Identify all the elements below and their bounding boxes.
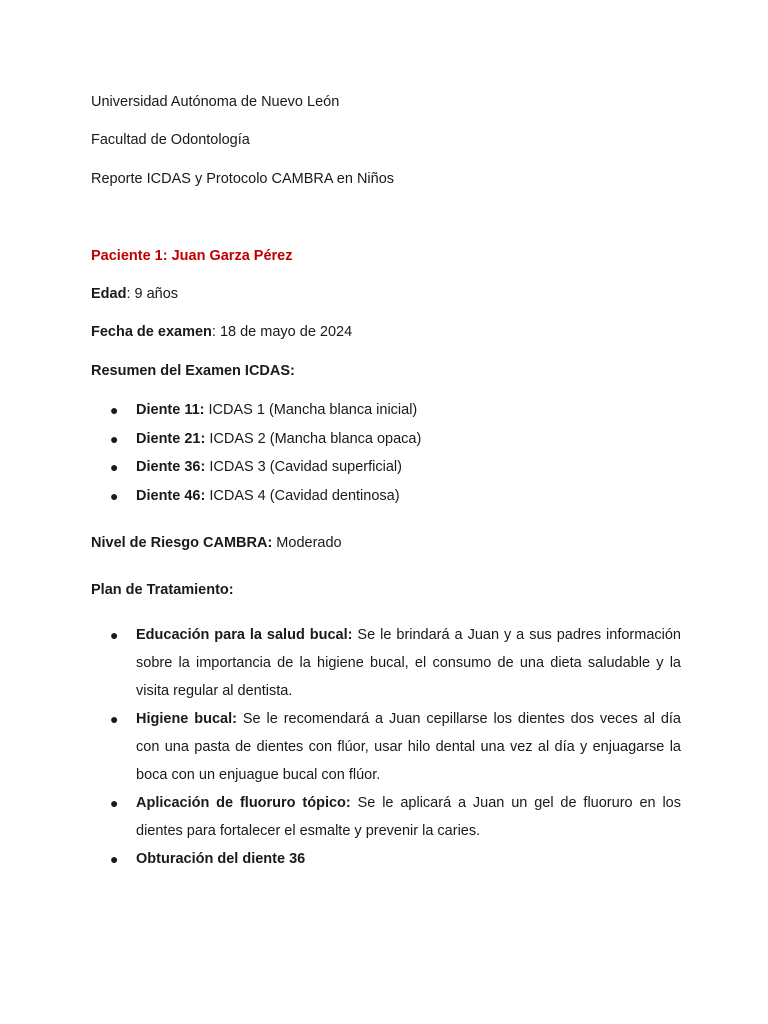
risk-label: Nivel de Riesgo CAMBRA:: [91, 535, 273, 551]
patient-heading: Paciente 1: Juan Garza Pérez: [91, 248, 293, 264]
plan-list: [91, 621, 681, 873]
exam-date-line: [91, 322, 352, 342]
exam-date-value: : 18 de mayo de 2024: [211, 324, 353, 340]
bullet-icon: ●: [110, 402, 119, 418]
plan-heading: Plan de Tratamiento:: [91, 582, 234, 598]
bullet-icon: ●: [110, 430, 119, 447]
icdas-result: ICDAS 4 (Cavidad dentinosa): [205, 487, 400, 504]
age-value: : 9 años: [126, 286, 179, 302]
tooth-label: Diente 21:: [136, 430, 206, 447]
tooth-label: Diente 46:: [136, 487, 206, 504]
tooth-label: Diente 36:: [136, 459, 206, 475]
list-item: [91, 621, 681, 705]
icdas-list: [91, 400, 681, 514]
exam-date-label: Fecha de examen: [91, 324, 212, 340]
age-label: Edad: [91, 286, 127, 302]
list-item: [91, 457, 681, 477]
plan-item-text: Se le recomendará a Juan cepillarse los dientes dos veces al día con una pasta de dientes con flúor, usar hilo dental una vez al día y enjuagarse la boca con un enjuague bucal con flúor.: [136, 711, 681, 783]
bullet-icon: ●: [110, 627, 119, 643]
bullet-icon: ●: [110, 459, 119, 475]
plan-item-title: Higiene bucal:: [136, 711, 237, 727]
list-item: [91, 845, 681, 873]
bullet-icon: ●: [110, 795, 119, 811]
bullet-icon: ●: [110, 711, 119, 727]
faculty-name: Facultad de Odontología: [91, 132, 250, 148]
list-item: [91, 429, 681, 449]
icdas-heading: Resumen del Examen ICDAS:: [91, 363, 295, 379]
university-name: Universidad Autónoma de Nuevo León: [91, 94, 340, 110]
list-item: [91, 400, 681, 420]
icdas-result: ICDAS 1 (Mancha blanca inicial): [204, 402, 418, 418]
list-item: [91, 789, 681, 845]
bullet-icon: ●: [110, 487, 119, 504]
risk-line: [91, 533, 342, 553]
bullet-icon: ●: [110, 851, 119, 867]
icdas-result: ICDAS 2 (Mancha blanca opaca): [205, 430, 422, 447]
tooth-label: Diente 11:: [136, 402, 205, 418]
icdas-result: ICDAS 3 (Cavidad superficial): [205, 459, 402, 475]
age-line: [91, 284, 178, 304]
risk-value: Moderado: [272, 535, 342, 551]
list-item: [91, 486, 681, 506]
report-title: Reporte ICDAS y Protocolo CAMBRA en Niños: [91, 171, 395, 187]
plan-item-title: Aplicación de fluoruro tópico:: [136, 795, 351, 811]
plan-item-title: Educación para la salud bucal:: [136, 627, 353, 643]
list-item: [91, 705, 681, 789]
plan-item-text: Se le brindará a Juan y a sus padres información sobre la importancia de la higiene bucal, el consumo de una dieta saludable y la visita regular al dentista.: [136, 627, 681, 699]
plan-item-text: Se le aplicará a Juan un gel de fluoruro en los dientes para fortalecer el esmalte y prevenir la caries.: [136, 795, 681, 839]
plan-item-title: Obturación del diente 36: [136, 851, 306, 867]
